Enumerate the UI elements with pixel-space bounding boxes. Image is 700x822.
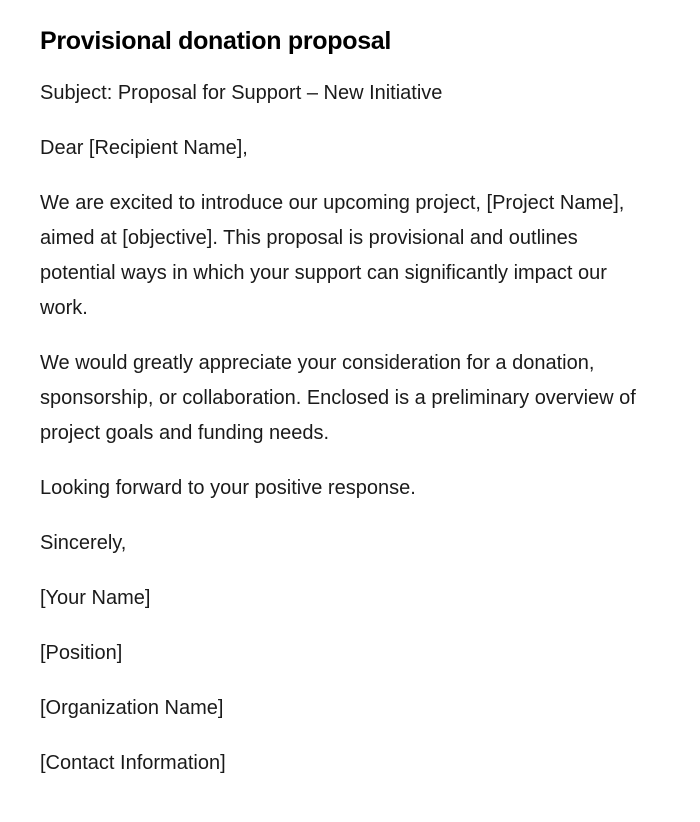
closing: Sincerely, [40,532,127,554]
document-title: Provisional donation proposal [40,27,392,55]
signature-contact: [Contact Information] [40,752,226,774]
signature-position: [Position] [40,642,123,664]
signature-name: [Your Name] [40,587,151,609]
body-paragraph-closing-line: Looking forward to your positive response. [40,477,416,499]
salutation: Dear [Recipient Name], [40,137,248,159]
subject-line: Subject: Proposal for Support – New Initiative [40,82,443,104]
signature-organization: [Organization Name] [40,697,224,719]
body-paragraph-request: We would greatly appreciate your consideration for a donation, sponsorship, or collaboration. Enclosed is a preliminary overview of project goals and funding needs. [40,352,636,444]
body-paragraph-intro: We are excited to introduce our upcoming project, [Project Name], aimed at [objective]. This proposal is provisional and outlines potential ways in which your support can significantly impact our work. [40,192,625,319]
